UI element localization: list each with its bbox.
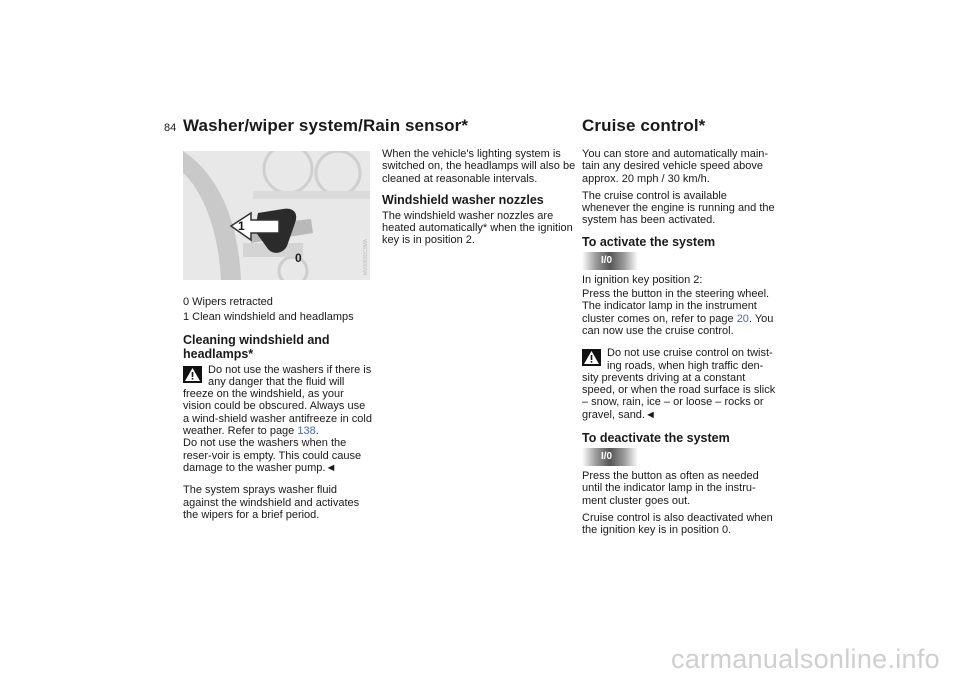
wiper-stalk-drawing bbox=[183, 151, 370, 280]
page-number: 84 bbox=[164, 122, 177, 134]
wiper-stalk-illustration bbox=[183, 151, 370, 280]
cleaning-body: The system sprays washer fluid against the windshield and activates the wipers for a brief period. bbox=[183, 484, 360, 521]
cruise-intro-1: You can store and automatically main-tain any desired vehicle speed above approx. 20 mph / 30 km/h. bbox=[582, 148, 769, 185]
cruise-button-label: I/0 bbox=[601, 254, 613, 266]
middle-column bbox=[382, 148, 576, 252]
wiper-position-list bbox=[183, 296, 373, 324]
page-link-138[interactable]: 138 bbox=[297, 425, 316, 438]
warning-text: Do not use the washers if there is any danger that the fluid will freeze on the windshield, as your vision could be obscured. Always use a wind-shield washer antifreeze in cold weather. Refer to page 138. bbox=[183, 363, 372, 438]
heading-deactivate: To deactivate the system bbox=[582, 431, 730, 446]
heading-cleaning: Cleaning windshield and headlamps* bbox=[183, 332, 330, 361]
cruise-warning-text: Do not use cruise control on twist-ing roads, when high traffic den-sity prevents driving at a constant speed, or when the road surface is slick – snow, rain, ice – or loose – rocks or gravel, sand.◄ bbox=[582, 347, 776, 421]
warning-text-2: Do not use the washers when the reser-voir is empty. This could cause damage to the washer pump.◄ bbox=[183, 437, 362, 474]
image-code: MV0093DC0MA bbox=[363, 239, 369, 276]
cruise-button-label: I/0 bbox=[601, 451, 613, 463]
page-link-20[interactable]: 20 bbox=[736, 312, 749, 325]
left-column bbox=[183, 296, 373, 526]
activate-line1: In ignition key position 2: bbox=[582, 273, 703, 286]
cruise-intro-2: The cruise control is available whenever the engine is running and the system has been activated. bbox=[582, 189, 775, 227]
warning-cleaning bbox=[183, 364, 373, 475]
activate-body: Press the button in the steering wheel. The indicator lamp in the instrument cluster comes on, refer to page 20. You can now use the cruise control. bbox=[582, 288, 774, 337]
list-item: 0 Wipers retracted bbox=[183, 296, 273, 308]
warning-icon bbox=[183, 366, 202, 383]
heading-nozzles: Windshield washer nozzles bbox=[382, 192, 544, 207]
image-label-1: 1 bbox=[238, 219, 245, 233]
cruise-button-graphic-deactivate bbox=[582, 448, 638, 466]
section-title-washer: Washer/wiper system/Rain sensor* bbox=[183, 116, 469, 135]
right-column bbox=[582, 148, 776, 542]
lighting-intro: When the vehicle's lighting system is switched on, the headlamps will also be cleaned at reasonable intervals. bbox=[382, 148, 576, 185]
image-label-0: 0 bbox=[295, 251, 302, 265]
warning-icon bbox=[582, 349, 601, 366]
warning-cruise bbox=[582, 347, 776, 421]
watermark: carmanualsonline.info bbox=[671, 644, 940, 674]
heading-activate: To activate the system bbox=[582, 234, 716, 249]
deactivate-body-1: Press the button as often as needed until the indicator lamp in the instru-ment cluster goes out. bbox=[582, 470, 759, 507]
deactivate-body-2: Cruise control is also deactivated when the ignition key is in position 0. bbox=[582, 511, 773, 537]
section-title-cruise: Cruise control* bbox=[582, 116, 706, 135]
list-item: 1 Clean windshield and headlamps bbox=[183, 311, 354, 324]
nozzles-body: The windshield washer nozzles are heated automatically* when the ignition key is in position 2. bbox=[382, 209, 573, 247]
cruise-button-graphic-activate bbox=[582, 252, 638, 270]
